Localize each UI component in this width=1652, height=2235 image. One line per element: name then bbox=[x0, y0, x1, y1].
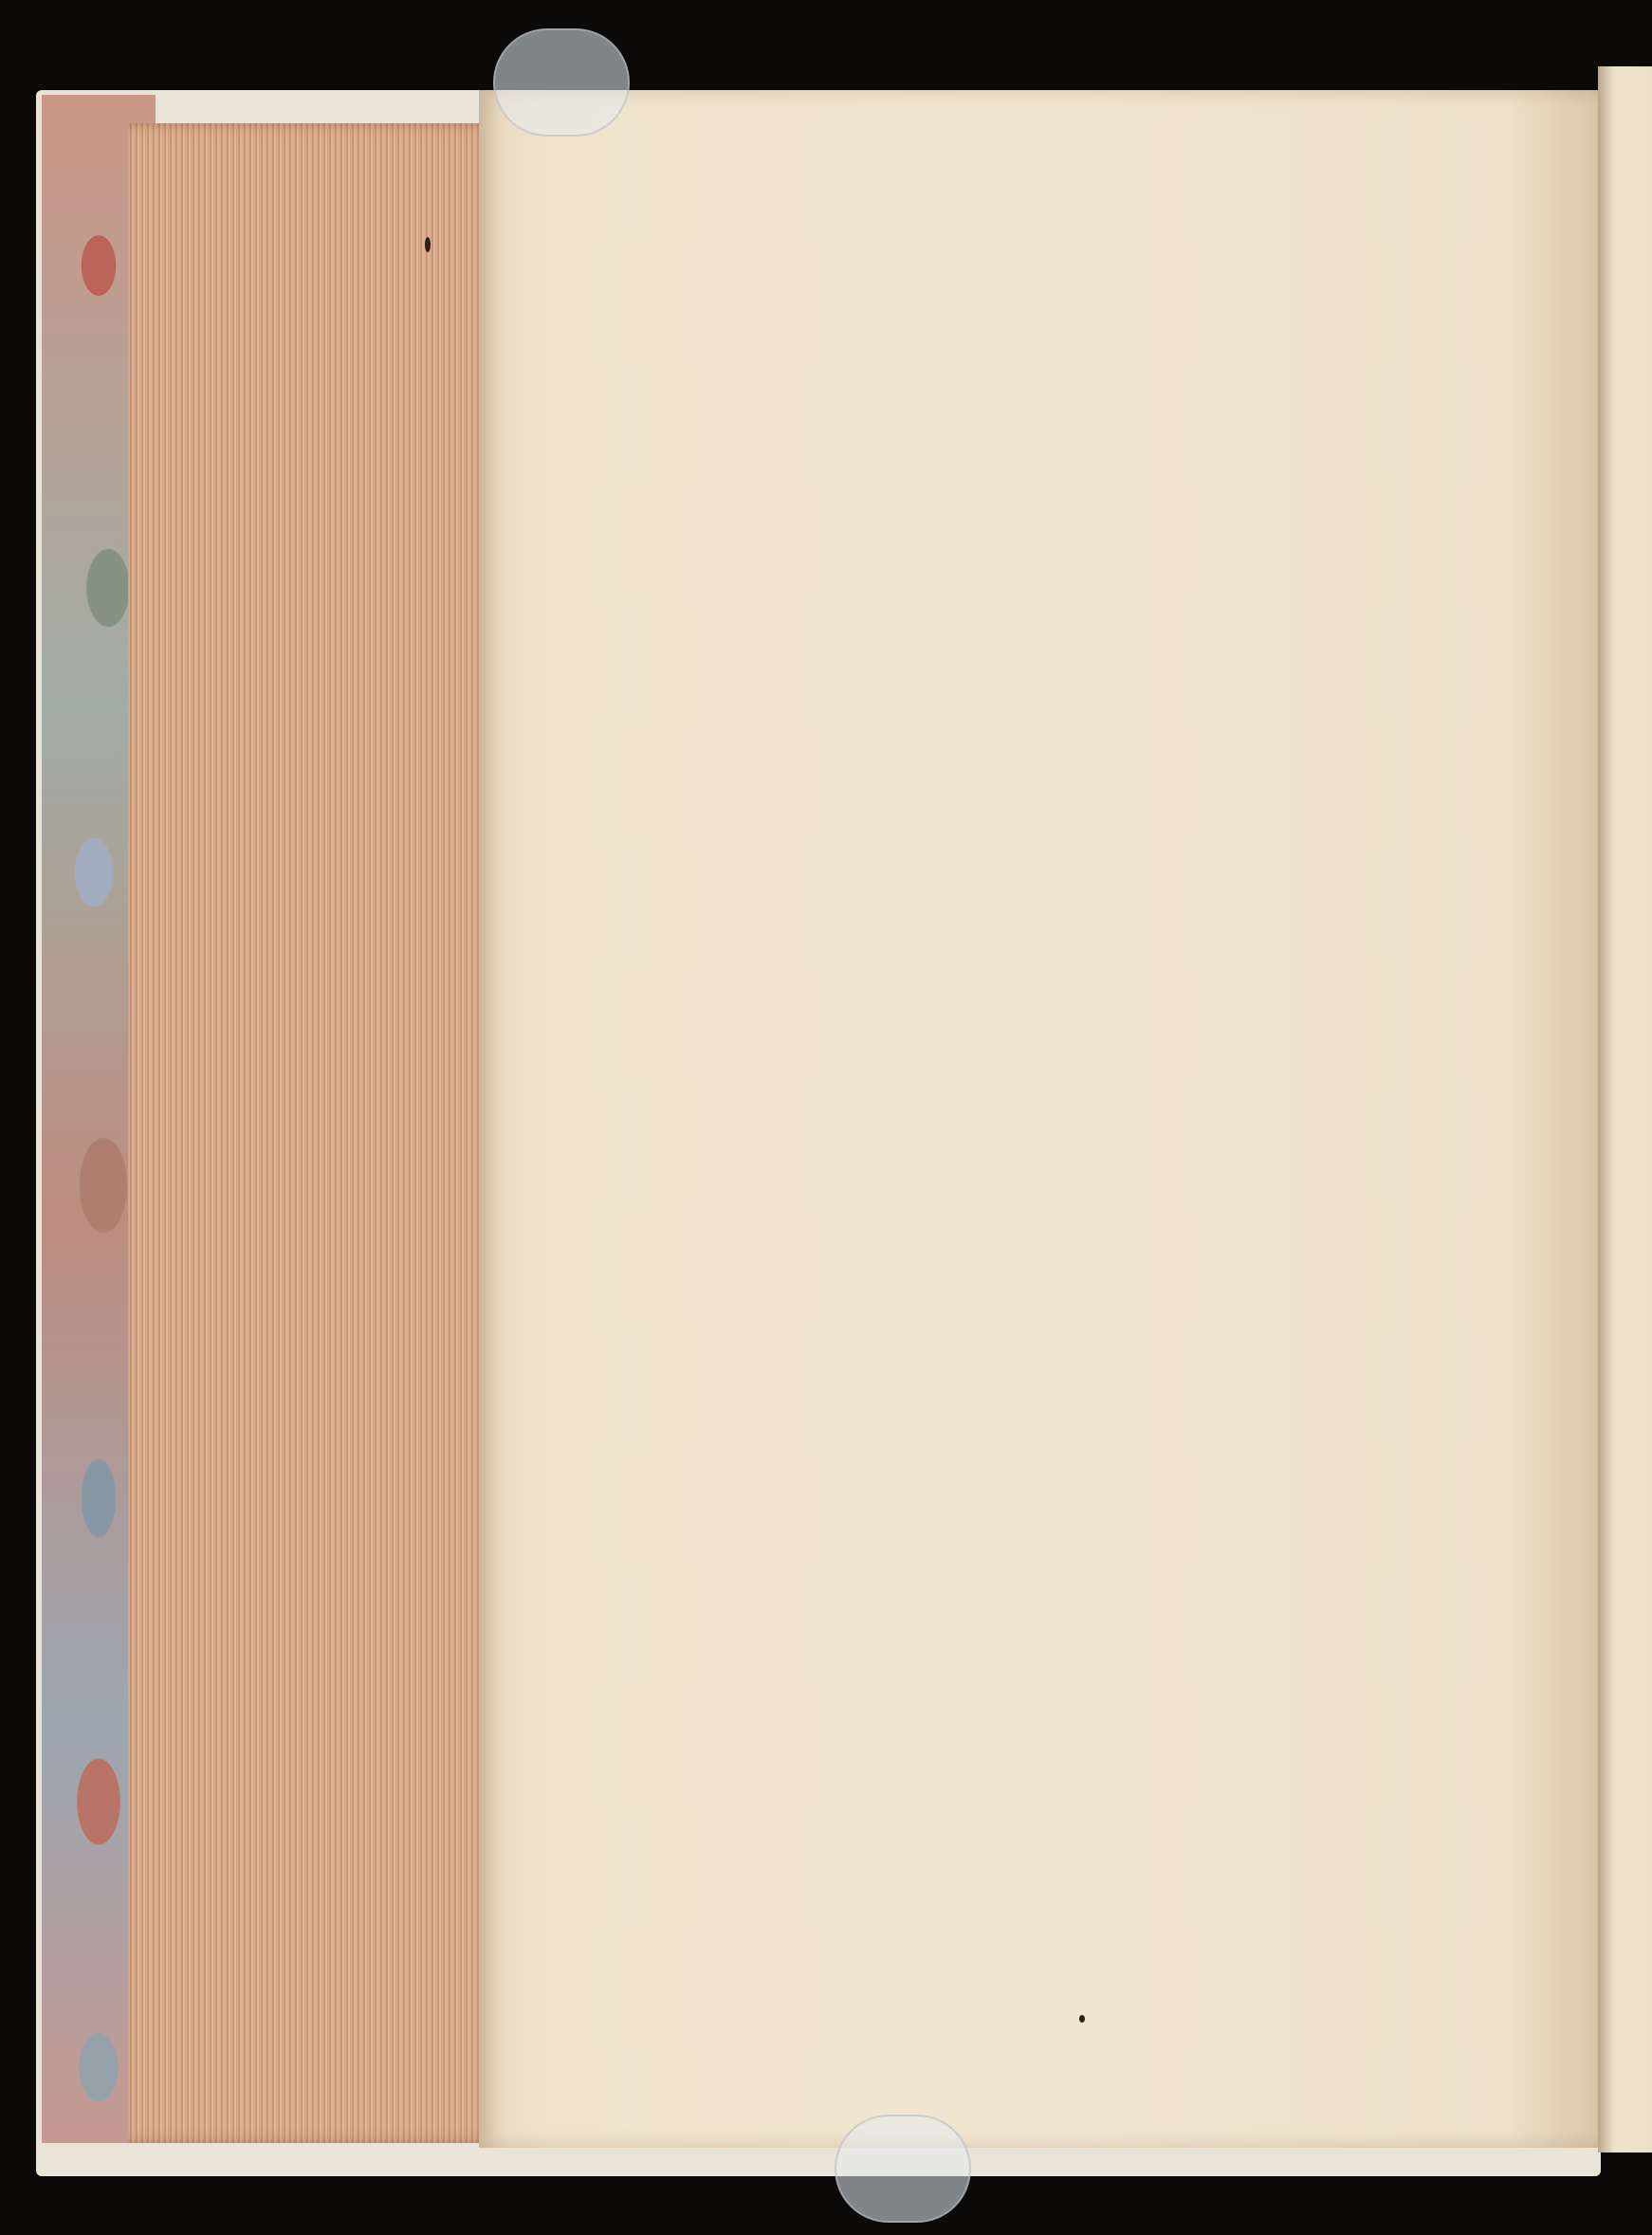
bottom-page-clip bbox=[835, 2115, 971, 2223]
page-edges bbox=[128, 123, 526, 2143]
left-page bbox=[479, 90, 1598, 2148]
ink-speck bbox=[425, 237, 431, 252]
facing-page-fragment bbox=[1598, 66, 1652, 2153]
ink-speck bbox=[1079, 2015, 1085, 2023]
top-page-clip bbox=[493, 28, 630, 137]
